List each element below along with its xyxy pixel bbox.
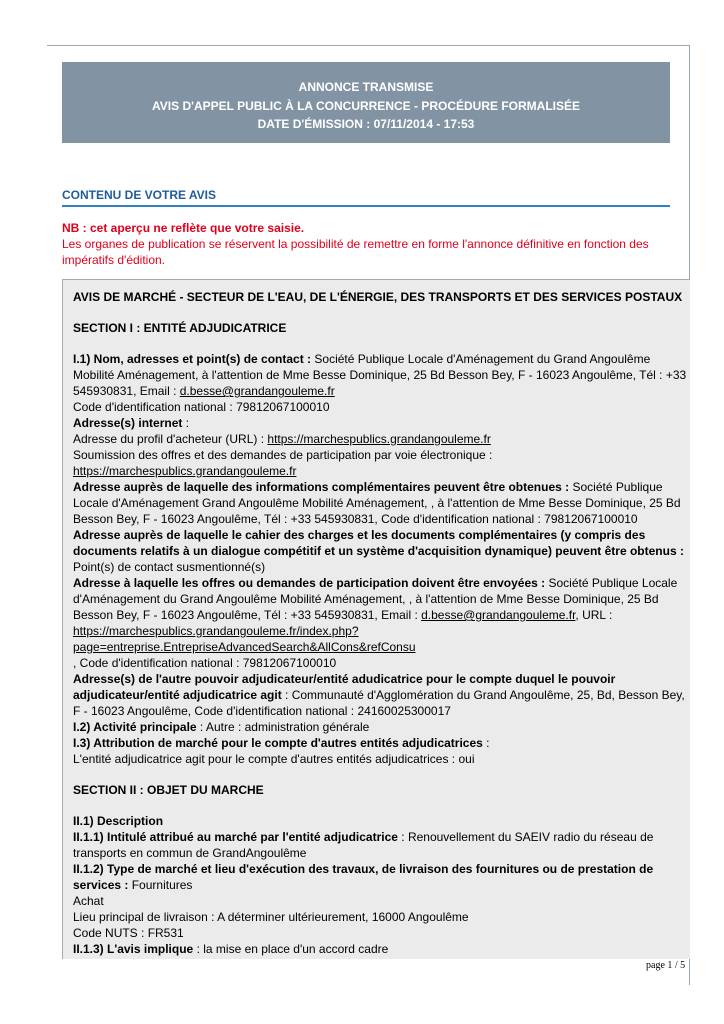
nb-text: Les organes de publication se réservent la possibilité de remettre en forme l'annonce définitive en fonction des impératifs d'édition.	[62, 237, 649, 267]
i3-text: L'entité adjudicatrice agit pour le compte d'autres entités adjudicatrices : oui	[73, 752, 475, 766]
notice-header	[62, 62, 670, 143]
i3-label: I.3) Attribution de marché pour le compte d'autres entités adjudicatrices	[73, 736, 483, 750]
i1-text: Société Publique Locale d'Aménagement du Grand Angoulême Mobilité Aménagement, à l'attention de Mme Besse Dominique, 25 Bd Besson Bey, F - 16023 Angoulême, Tél : +33 545930831, Email :	[73, 352, 687, 398]
profile-url-link[interactable]: https://marchespublics.grandangouleme.fr	[267, 432, 491, 446]
page-frame-top	[47, 45, 690, 46]
internet-colon: :	[182, 416, 190, 430]
header-line-2: AVIS D'APPEL PUBLIC À LA CONCURRENCE - PROCÉDURE FORMALISÉE	[152, 98, 580, 113]
ii11-line	[73, 829, 690, 861]
info-text: Société Publique Locale d'Aménagement Grand Angoulême Mobilité Aménagement, , à l'attention de Mme Besse Dominique, 25 Bd Besson Bey, F - 16023 Angoulême, Tél : +33 545930831, Code d'identification national : 79812067100010	[73, 480, 681, 526]
internet-label: Adresse(s) internet	[73, 416, 183, 430]
ii12-label: II.1.2) Type de marché et lieu d'exécution des travaux, de livraison des fournitures ou de prestation de services :	[73, 862, 654, 892]
i2-line	[73, 719, 690, 735]
nb-notice	[62, 220, 662, 268]
other-label: Adresse(s) de l'autre pouvoir adjudicateur/entité adudicatrice pour le compte duquel le pouvoir adjudicateur/entité adjudicatrice agit	[73, 672, 616, 702]
header-line-3: DATE D'ÉMISSION : 07/11/2014 - 17:53	[257, 117, 475, 131]
ii1-heading: II.1) Description	[73, 814, 164, 828]
i2-text: : Autre : administration générale	[196, 720, 370, 734]
i2-label: I.2) Activité principale	[73, 720, 197, 734]
profile-label: Adresse du profil d'acheteur (URL) :	[73, 432, 268, 446]
offers-label: Adresse à laquelle les offres ou demandes de participation doivent être envoyées :	[73, 576, 546, 590]
notice-title: AVIS DE MARCHÉ - SECTEUR DE L'EAU, DE L'ÉNERGIE, DES TRANSPORTS ET DES SERVICES POSTAUX	[73, 290, 683, 304]
submission-url-line	[73, 463, 690, 479]
ii11-text: : Renouvellement du SAEIV radio du réseau de transports en commun de GrandAngoulême	[73, 830, 654, 860]
ii12-achat: Achat	[73, 894, 104, 908]
offers-url-link[interactable]: https://marchespublics.grandangouleme.fr/index.php?page=entreprise.EntrepriseAdvancedSearch&AllCons&refConsu	[73, 624, 416, 654]
i3-colon: :	[482, 736, 490, 750]
offers-address	[73, 575, 690, 623]
docs-label: Adresse auprès de laquelle le cahier des charges et les documents complémentaires (y compris des documents relatifs à un dialogue compétitif et un système d'acquisition dynamique) peuvent être obtenus :	[73, 528, 684, 558]
i1-email-link[interactable]: d.besse@grandangouleme.fr	[179, 384, 335, 398]
i1-code: Code d'identification national : 79812067100010	[73, 400, 330, 414]
profile-line	[73, 431, 690, 447]
offers-code: , Code d'identification national : 79812067100010	[73, 656, 337, 670]
other-text: : Communauté d'Agglomération du Grand Angoulême, 25, Bd, Besson Bey, F - 16023 Angoulême, Code d'identification national : 24160025300017	[73, 688, 685, 718]
other-authority	[73, 671, 690, 719]
i1-paragraph	[73, 351, 690, 399]
notice-content-box	[62, 279, 690, 959]
submission-url-link[interactable]: https://marchespublics.grandangouleme.fr	[73, 464, 297, 478]
docs-address	[73, 527, 690, 575]
ii13-line	[73, 941, 690, 957]
i1-label: I.1) Nom, adresses et point(s) de contact :	[73, 352, 312, 366]
section-title: CONTENU DE VOTRE AVIS	[62, 188, 670, 207]
submission-text: Soumission des offres et des demandes de participation par voie électronique :	[73, 448, 493, 462]
info-label: Adresse auprès de laquelle des informations complémentaires peuvent être obtenues :	[73, 480, 570, 494]
nb-bold: NB : cet aperçu ne reflète que votre saisie.	[62, 221, 305, 235]
ii12-text: Fournitures	[128, 878, 193, 892]
section-2-heading: SECTION II : OBJET DU MARCHE	[73, 783, 264, 797]
ii11-label: II.1.1) Intitulé attribué au marché par l'entité adjudicatrice	[73, 830, 398, 844]
offers-url-line	[73, 623, 690, 655]
ii13-label: II.1.3) L'avis implique	[73, 942, 194, 956]
ii13-text: : la mise en place d'un accord cadre	[193, 942, 389, 956]
internet-heading	[73, 415, 690, 431]
ii12-lieu: Lieu principal de livraison : A déterminer ultérieurement, 16000 Angoulême	[73, 910, 469, 924]
notice-content	[73, 289, 690, 957]
page-number: page 1 / 5	[646, 960, 686, 971]
offers-text: Société Publique Locale d'Aménagement du Grand Angoulême Mobilité Aménagement, , à l'attention de Mme Besse Dominique, 25 Bd Besson Bey, F - 16023 Angoulême, Tél : +33 545930831, Email :	[73, 576, 678, 622]
ii12-nuts: Code NUTS : FR531	[73, 926, 184, 940]
info-address	[73, 479, 690, 527]
offers-email-link[interactable]: d.besse@grandangouleme.fr	[421, 608, 576, 622]
ii12-line	[73, 861, 690, 893]
section-1-heading: SECTION I : ENTITÉ ADJUDICATRICE	[73, 321, 287, 335]
i3-line	[73, 735, 690, 751]
header-line-1: ANNONCE TRANSMISE	[298, 80, 434, 94]
docs-text: Point(s) de contact susmentionné(s)	[73, 560, 266, 574]
offers-url-label: , URL :	[575, 608, 613, 622]
